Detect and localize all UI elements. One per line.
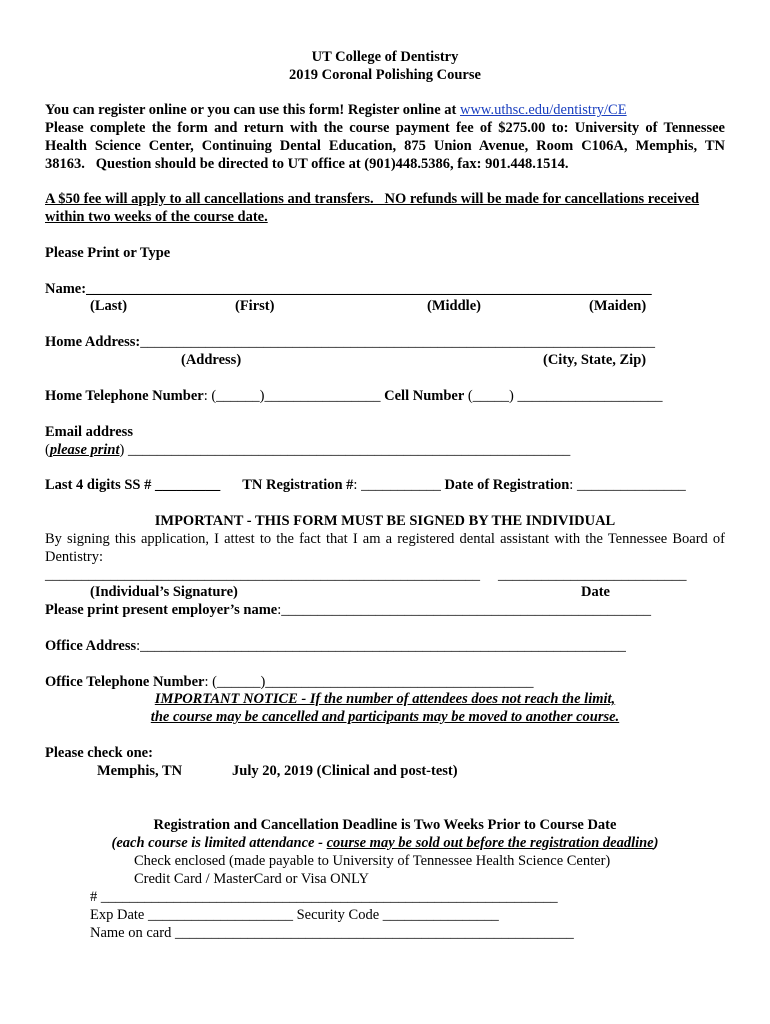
ss-field[interactable]: Last 4 digits SS # _________ [45, 477, 221, 493]
email-field[interactable] [45, 441, 570, 459]
print-prompt: Please Print or Type [45, 245, 171, 261]
employer-label: Please print present employer’s name [45, 602, 278, 618]
intro-line-3: Health Science Center, Continuing Dental Education, 875 Union Avenue, Room C106A, Memphis, TN [45, 138, 725, 154]
intro-line-1 [45, 101, 627, 119]
date-caption: Date [581, 584, 610, 600]
notice-line-1: IMPORTANT NOTICE - If the number of attendees does not reach the limit, [154, 691, 616, 707]
name-maiden-caption: (Maiden) [589, 298, 647, 314]
home-address-label: Home Address: [45, 334, 141, 350]
name-on-card-field[interactable]: Name on card _______________________________________________________ [90, 925, 574, 941]
cell-phone-field[interactable]: (_____) ____________________ [464, 388, 663, 404]
attest-line-1: By signing this application, I attest to the fact that I am a registered dental assistant with the Tennessee Board of [45, 531, 725, 547]
office-phone-label: Office Telephone Number [45, 674, 205, 690]
office-address-label: Office Address [45, 638, 137, 654]
cancellation-line-1: A $50 fee will apply to all cancellations and transfers. NO refunds will be made for cancellations received [45, 191, 700, 207]
address-caption: (Address) [181, 352, 242, 368]
email-paren-open: ( [45, 442, 50, 458]
email-please-print: please print [49, 442, 120, 458]
deadline-subtitle [0, 834, 770, 852]
deadline-title: Registration and Cancellation Deadline is Two Weeks Prior to Course Date [153, 817, 617, 833]
course-date: July 20, 2019 (Clinical and post-test) [232, 763, 458, 779]
exp-security-field[interactable]: Exp Date ____________________ Security Code ________________ [90, 907, 499, 923]
important-signed-heading: IMPORTANT - THIS FORM MUST BE SIGNED BY THE INDIVIDUAL [154, 513, 616, 529]
check-enclosed-label: Check enclosed (made payable to University of Tennessee Health Science Center) [134, 853, 611, 869]
home-phone-label: Home Telephone Number [45, 388, 204, 404]
email-label: Email address [45, 424, 133, 440]
name-middle-caption: (Middle) [427, 298, 481, 314]
cancellation-line-2: within two weeks of the course date. [45, 209, 268, 225]
office-address-field[interactable] [45, 637, 626, 655]
signature-date-line[interactable]: __________________________ [498, 567, 687, 583]
phone-row [45, 387, 662, 405]
registration-date-label: Date of Registration [440, 477, 570, 493]
name-field[interactable]: Name:______________________________________________________________________________ [45, 281, 652, 297]
credit-card-option[interactable] [110, 870, 369, 888]
city-state-zip-caption: (City, State, Zip) [543, 352, 647, 368]
deadline-subtitle-plain: (each course is limited attendance - [111, 835, 327, 851]
memphis-location: Memphis, TN [97, 763, 183, 779]
tn-registration-label: TN Registration # [242, 477, 354, 493]
memphis-option[interactable] [62, 762, 182, 780]
deadline-subtitle-underline: course may be sold out before the registration deadline [326, 835, 654, 851]
form-subtitle: 2019 Coronal Polishing Course [289, 67, 481, 83]
name-last-caption: (Last) [90, 298, 128, 314]
check-one-label: Please check one: [45, 745, 153, 761]
ids-row [45, 476, 686, 494]
email-paren-close: ) [119, 442, 128, 458]
home-phone-field[interactable]: : (______)________________ [203, 388, 381, 404]
office-address-line[interactable]: :___________________________________________________________________ [136, 638, 626, 654]
registration-date-field[interactable]: : _______________ [569, 477, 686, 493]
form-title: UT College of Dentistry [311, 49, 459, 65]
office-phone-field[interactable] [45, 673, 534, 691]
deadline-subtitle-end: ) [653, 835, 659, 851]
office-phone-line[interactable]: : (______)_____________________________________ [204, 674, 534, 690]
notice-line-2: the course may be cancelled and participants may be moved to another course. [150, 709, 620, 725]
signature-line[interactable]: ____________________________________________________________ [45, 567, 480, 583]
credit-card-label: Credit Card / MasterCard or Visa ONLY [134, 871, 370, 887]
tn-registration-field[interactable]: : ___________ [353, 477, 441, 493]
attest-line-2: Dentistry: [45, 549, 103, 565]
employer-line[interactable]: :___________________________________________________ [277, 602, 652, 618]
check-enclosed-option[interactable] [110, 852, 610, 870]
intro-line-4: 38163. Question should be directed to UT office at (901)448.5386, fax: 901.448.1514. [45, 156, 569, 172]
employer-field[interactable] [45, 601, 651, 619]
register-online-link[interactable]: www.uthsc.edu/dentistry/CE [459, 102, 627, 118]
card-number-field[interactable]: # _______________________________________________________________ [90, 889, 558, 905]
email-line[interactable]: _____________________________________________________________ [128, 442, 571, 458]
name-first-caption: (First) [235, 298, 275, 314]
signature-caption: (Individual’s Signature) [90, 584, 238, 600]
intro-line-2: Please complete the form and return with the course payment fee of $275.00 to: University of Tennessee [45, 120, 725, 136]
cell-phone-label: Cell Number [380, 388, 465, 404]
home-address-field[interactable] [45, 333, 655, 351]
intro-text: You can register online or you can use this form! Register online at [45, 102, 460, 118]
home-address-line[interactable]: _______________________________________________________________________ [140, 334, 655, 350]
